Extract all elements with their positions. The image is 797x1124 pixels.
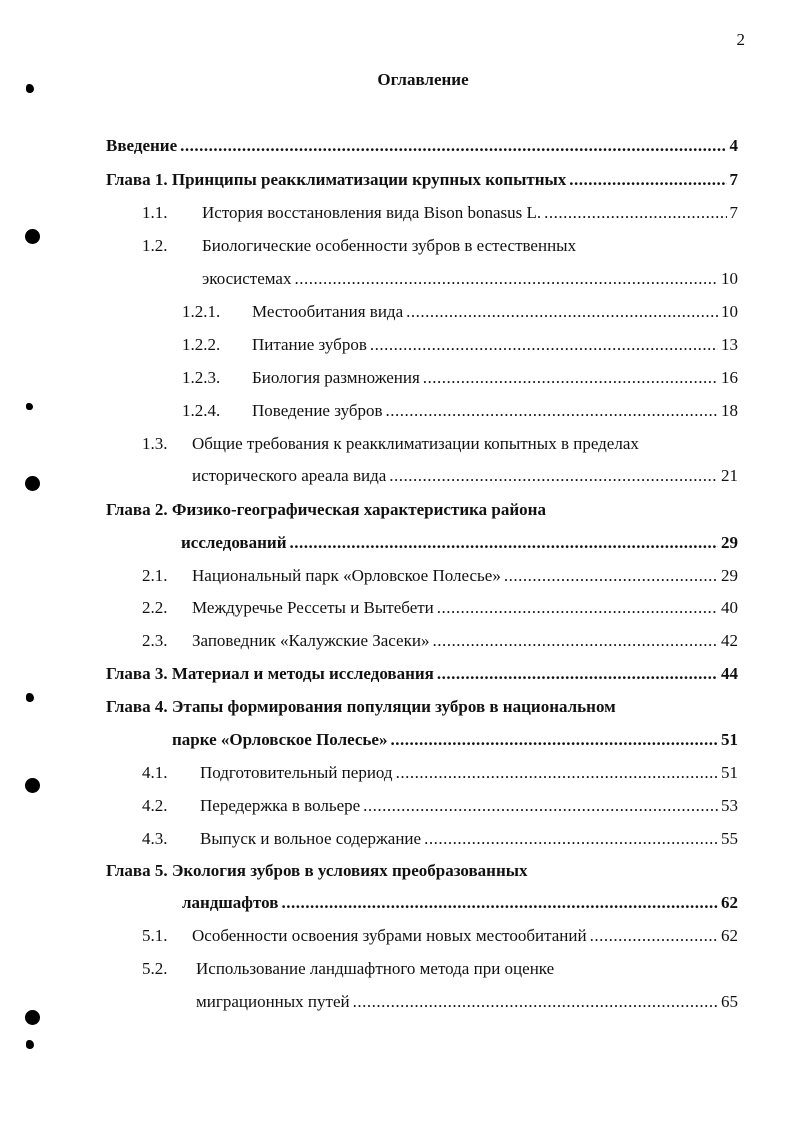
toc-entry-chapter-4	[106, 697, 738, 719]
toc-entry-page: 10	[721, 269, 738, 288]
dot-leader	[437, 598, 718, 618]
dot-leader	[437, 664, 718, 684]
toc-entry-1-2-1	[182, 302, 738, 324]
toc-entry-chapter-5-continued	[182, 893, 738, 915]
toc-entry-number: 1.2.2.	[182, 335, 221, 354]
dot-leader	[294, 269, 718, 289]
dot-leader	[504, 566, 718, 586]
toc-entry-chapter-1	[106, 170, 738, 192]
toc-entry-page: 55	[721, 829, 738, 848]
toc-entry-2-2	[142, 598, 738, 620]
toc-entry-2-3	[142, 631, 738, 653]
toc-entry-page: 62	[721, 926, 738, 945]
toc-entry-chapter-5	[106, 861, 738, 883]
toc-entry-text: Особенности освоения зубрами новых местообитаний	[192, 926, 587, 945]
toc-entry-5-2	[142, 959, 738, 981]
toc-entry-text: Глава 4. Этапы формирования популяции зубров в национальном	[106, 697, 616, 716]
toc-entry-page: 44	[721, 664, 738, 683]
toc-entry-number: 5.1.	[142, 926, 168, 945]
dot-leader	[363, 796, 718, 816]
toc-entry-text: Глава 1. Принципы реакклиматизации крупных копытных	[106, 170, 567, 189]
dot-leader	[290, 533, 719, 553]
toc-entry-text: парке «Орловское Полесье»	[172, 730, 388, 749]
toc-entry-text: исследований	[181, 533, 287, 552]
scan-mark	[26, 693, 34, 702]
toc-entry-text: исторического ареала вида	[192, 466, 387, 485]
toc-entry-page: 51	[721, 763, 738, 782]
toc-entry-5-2-continued	[196, 992, 738, 1014]
toc-entry-text: миграционных путей	[196, 992, 350, 1011]
toc-entry-text: Национальный парк «Орловское Полесье»	[192, 566, 501, 585]
toc-entry-intro	[106, 136, 738, 158]
toc-entry-text: Введение	[106, 136, 178, 155]
toc-entry-page: 21	[721, 466, 738, 485]
toc-entry-4-3	[142, 829, 738, 851]
dot-leader	[544, 203, 726, 223]
toc-entry-text: Междуречье Рессеты и Вытебети	[192, 598, 434, 617]
toc-entry-text: Биологические особенности зубров в естественных	[202, 236, 577, 255]
toc-entry-page: 10	[721, 302, 738, 321]
toc-entry-1-3	[142, 434, 738, 456]
dot-leader	[396, 763, 718, 783]
toc-entry-page: 65	[721, 992, 738, 1011]
toc-entry-5-1	[142, 926, 738, 948]
toc-entry-2-1	[142, 566, 738, 588]
dot-leader	[386, 401, 718, 421]
toc-entry-text: Использование ландшафтного метода при оценке	[196, 959, 555, 978]
dot-leader	[389, 466, 718, 486]
toc-entry-1-1	[142, 203, 738, 225]
toc-entry-chapter-2-continued	[181, 533, 738, 555]
toc-entry-number: 2.3.	[142, 631, 168, 650]
toc-entry-number: 4.1.	[142, 763, 168, 782]
toc-entry-page: 16	[721, 368, 738, 387]
toc-entry-text: экосистемах	[202, 269, 292, 288]
page-number: 2	[736, 30, 745, 49]
toc-entry-1-2	[142, 236, 738, 258]
toc-entry-text: Биология размножения	[252, 368, 420, 387]
toc-entry-text: ландшафтов	[182, 893, 279, 912]
toc-entry-1-2-2	[182, 335, 738, 357]
dot-leader	[370, 335, 718, 355]
toc-entry-number: 5.2.	[142, 959, 168, 978]
dot-leader	[281, 893, 718, 913]
toc-entry-text: Передержка в вольере	[200, 796, 361, 815]
toc-entry-page: 18	[721, 401, 738, 420]
toc-entry-page: 62	[721, 893, 738, 912]
toc-entry-number: 4.2.	[142, 796, 168, 815]
toc-entry-number: 1.2.	[142, 236, 168, 255]
toc-entry-1-2-3	[182, 368, 738, 390]
toc-entry-page: 7	[729, 203, 738, 222]
toc-entry-number: 4.3.	[142, 829, 168, 848]
toc-entry-text: Заповедник «Калужские Засеки»	[192, 631, 430, 650]
toc-entry-text: Подготовительный период	[200, 763, 393, 782]
toc-entry-chapter-3	[106, 664, 738, 686]
dot-leader	[390, 730, 718, 750]
toc-entry-text: История восстановления вида Bison bonasus L.	[202, 203, 542, 222]
dot-leader	[590, 926, 718, 946]
toc-entry-page: 51	[721, 730, 738, 749]
toc-entry-text: Глава 2. Физико-географическая характеристика района	[106, 500, 546, 519]
toc-entry-chapter-2	[106, 500, 738, 522]
binder-hole	[25, 1010, 40, 1025]
toc-entry-page: 42	[721, 631, 738, 650]
toc-entry-page: 4	[729, 136, 738, 155]
toc-entry-page: 29	[721, 533, 738, 552]
dot-leader	[569, 170, 726, 190]
scan-mark	[26, 84, 34, 93]
toc-entry-page: 7	[729, 170, 738, 189]
toc-entry-text: Местообитания вида	[252, 302, 404, 321]
toc-entry-number: 1.2.4.	[182, 401, 221, 420]
binder-hole	[25, 229, 40, 244]
dot-leader	[180, 136, 726, 156]
toc-entry-page: 40	[721, 598, 738, 617]
toc-entry-4-1	[142, 763, 738, 785]
dot-leader	[432, 631, 718, 651]
page-title: Оглавление	[377, 70, 469, 89]
toc-entry-page: 29	[721, 566, 738, 585]
toc-entry-chapter-4-continued	[172, 730, 738, 752]
scan-mark	[26, 1040, 34, 1049]
binder-hole	[25, 476, 40, 491]
dot-leader	[406, 302, 718, 322]
toc-entry-page: 13	[721, 335, 738, 354]
toc-entry-text: Глава 3. Материал и методы исследования	[106, 664, 434, 683]
toc-entry-number: 2.2.	[142, 598, 168, 617]
toc-entry-text: Выпуск и вольное содержание	[200, 829, 422, 848]
toc-entry-text: Глава 5. Экология зубров в условиях преобразованных	[106, 861, 528, 880]
toc-entry-1-2-4	[182, 401, 738, 423]
dot-leader	[423, 368, 718, 388]
toc-entry-text: Поведение зубров	[252, 401, 383, 420]
toc-entry-4-2	[142, 796, 738, 818]
toc-entry-number: 1.1.	[142, 203, 168, 222]
toc-entry-number: 2.1.	[142, 566, 168, 585]
toc-entry-1-3-continued	[192, 466, 738, 488]
toc-entry-number: 1.2.1.	[182, 302, 221, 321]
toc-entry-number: 1.2.3.	[182, 368, 221, 387]
scan-mark	[26, 403, 33, 410]
toc-entry-text: Общие требования к реакклиматизации копытных в пределах	[192, 434, 639, 453]
toc-entry-1-2-continued	[202, 269, 738, 291]
dot-leader	[353, 992, 718, 1012]
dot-leader	[424, 829, 718, 849]
toc-entry-page: 53	[721, 796, 738, 815]
toc-entry-number: 1.3.	[142, 434, 168, 453]
toc-entry-text: Питание зубров	[252, 335, 367, 354]
binder-hole	[25, 778, 40, 793]
